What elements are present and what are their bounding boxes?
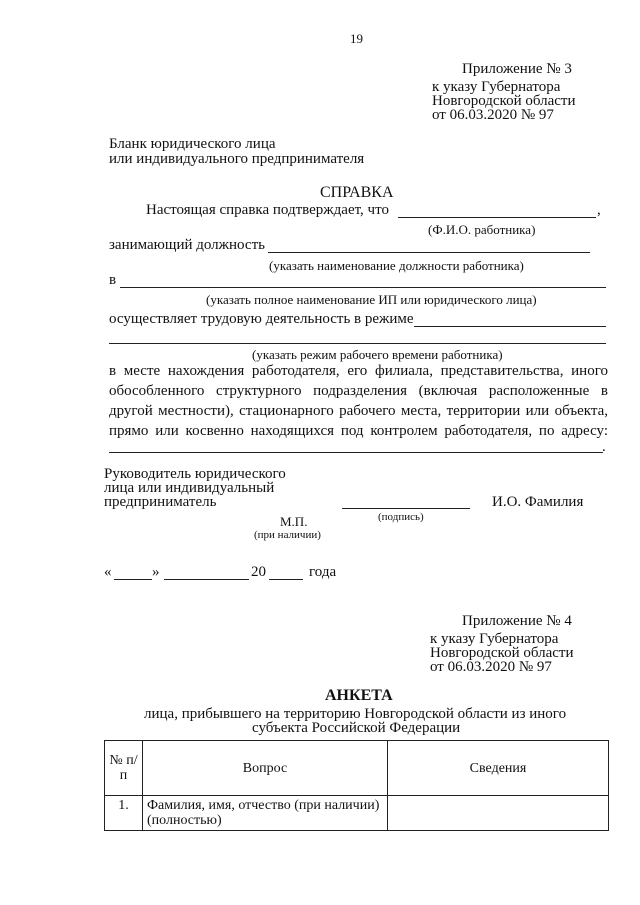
table-row: [105, 796, 609, 831]
signature-line: [342, 508, 470, 509]
blank-line2: или индивидуального предпринимателя: [109, 151, 365, 167]
mode-line: [414, 326, 606, 327]
body-line-1: в месте нахождения работодателя, его филиала, представительства, иного: [109, 363, 608, 379]
stamp-label: М.П.: [280, 514, 308, 529]
appendix-3-line1: к указу Губернатора: [432, 79, 561, 95]
position-line: [268, 252, 590, 253]
head-line3: предприниматель: [104, 494, 217, 510]
date-year-prefix: 20: [251, 564, 266, 580]
appendix-3-title: Приложение № 3: [462, 61, 572, 77]
position-label: занимающий должность: [109, 237, 265, 253]
blank-line1: Бланк юридического лица: [109, 136, 276, 152]
date-day-line: [114, 579, 152, 580]
anketa-table: [104, 740, 609, 831]
mode-line-2: [109, 343, 606, 344]
date-open-quote: «: [104, 564, 112, 580]
anketa-title: АНКЕТА: [325, 687, 393, 704]
appendix-4-line1: к указу Губернатора: [430, 631, 559, 647]
name-placeholder: И.О. Фамилия: [492, 494, 584, 510]
signature-hint: (подпись): [378, 511, 424, 523]
date-close-quote: »: [152, 564, 160, 580]
org-hint: (указать полное наименование ИП или юридического лица): [206, 292, 537, 307]
appendix-4-line3: от 06.03.2020 № 97: [430, 659, 552, 675]
fio-line-end: ,: [597, 202, 601, 218]
date-year-line: [269, 579, 303, 580]
appendix-3-line2: Новгородской области: [432, 93, 576, 109]
anketa-subtitle-line2: субъекта Российской Федерации: [252, 720, 461, 736]
address-line: [109, 452, 603, 453]
body-line-4: прямо или косвенно находящихся под контролем работодателя, по адресу:: [109, 423, 608, 439]
head-line2: лица или индивидуальный: [104, 480, 275, 496]
column-header-answer: Сведения: [388, 741, 609, 796]
row-answer: [388, 796, 609, 831]
org-label: в: [109, 272, 117, 288]
fio-hint: (Ф.И.О. работника): [428, 222, 536, 237]
appendix-4-line2: Новгородской области: [430, 645, 574, 661]
body-line-3: другой местности), стационарного рабочего места, территории или объекта,: [109, 403, 608, 419]
mode-hint: (указать режим рабочего времени работника): [252, 347, 503, 362]
org-line: [120, 287, 606, 288]
appendix-4-title: Приложение № 4: [462, 613, 572, 629]
head-line1: Руководитель юридического: [104, 466, 286, 482]
row-question: Фамилия, имя, отчество (при наличии) (полностью): [143, 796, 388, 831]
column-header-num: № п/п: [105, 741, 143, 796]
mode-label: осуществляет трудовую деятельность в режиме: [109, 311, 414, 327]
row-num: 1.: [105, 796, 143, 831]
appendix-3-line3: от 06.03.2020 № 97: [432, 107, 554, 123]
spravka-intro: Настоящая справка подтверждает, что: [146, 202, 389, 218]
anketa-subtitle-line1: лица, прибывшего на территорию Новгородской области из иного: [144, 706, 567, 722]
spravka-title: СПРАВКА: [320, 184, 394, 201]
address-end: .: [602, 439, 606, 455]
column-header-question: Вопрос: [143, 741, 388, 796]
date-year-suffix: года: [309, 564, 337, 580]
stamp-hint: (при наличии): [254, 529, 321, 541]
date-month-line: [164, 579, 249, 580]
body-line-2: обособленного структурного подразделения (включая расположенные в: [109, 383, 608, 399]
anketa-header-row: [105, 741, 609, 796]
position-hint: (указать наименование должности работника): [269, 258, 524, 273]
page-number: 19: [350, 31, 363, 46]
fio-line: [398, 217, 596, 218]
